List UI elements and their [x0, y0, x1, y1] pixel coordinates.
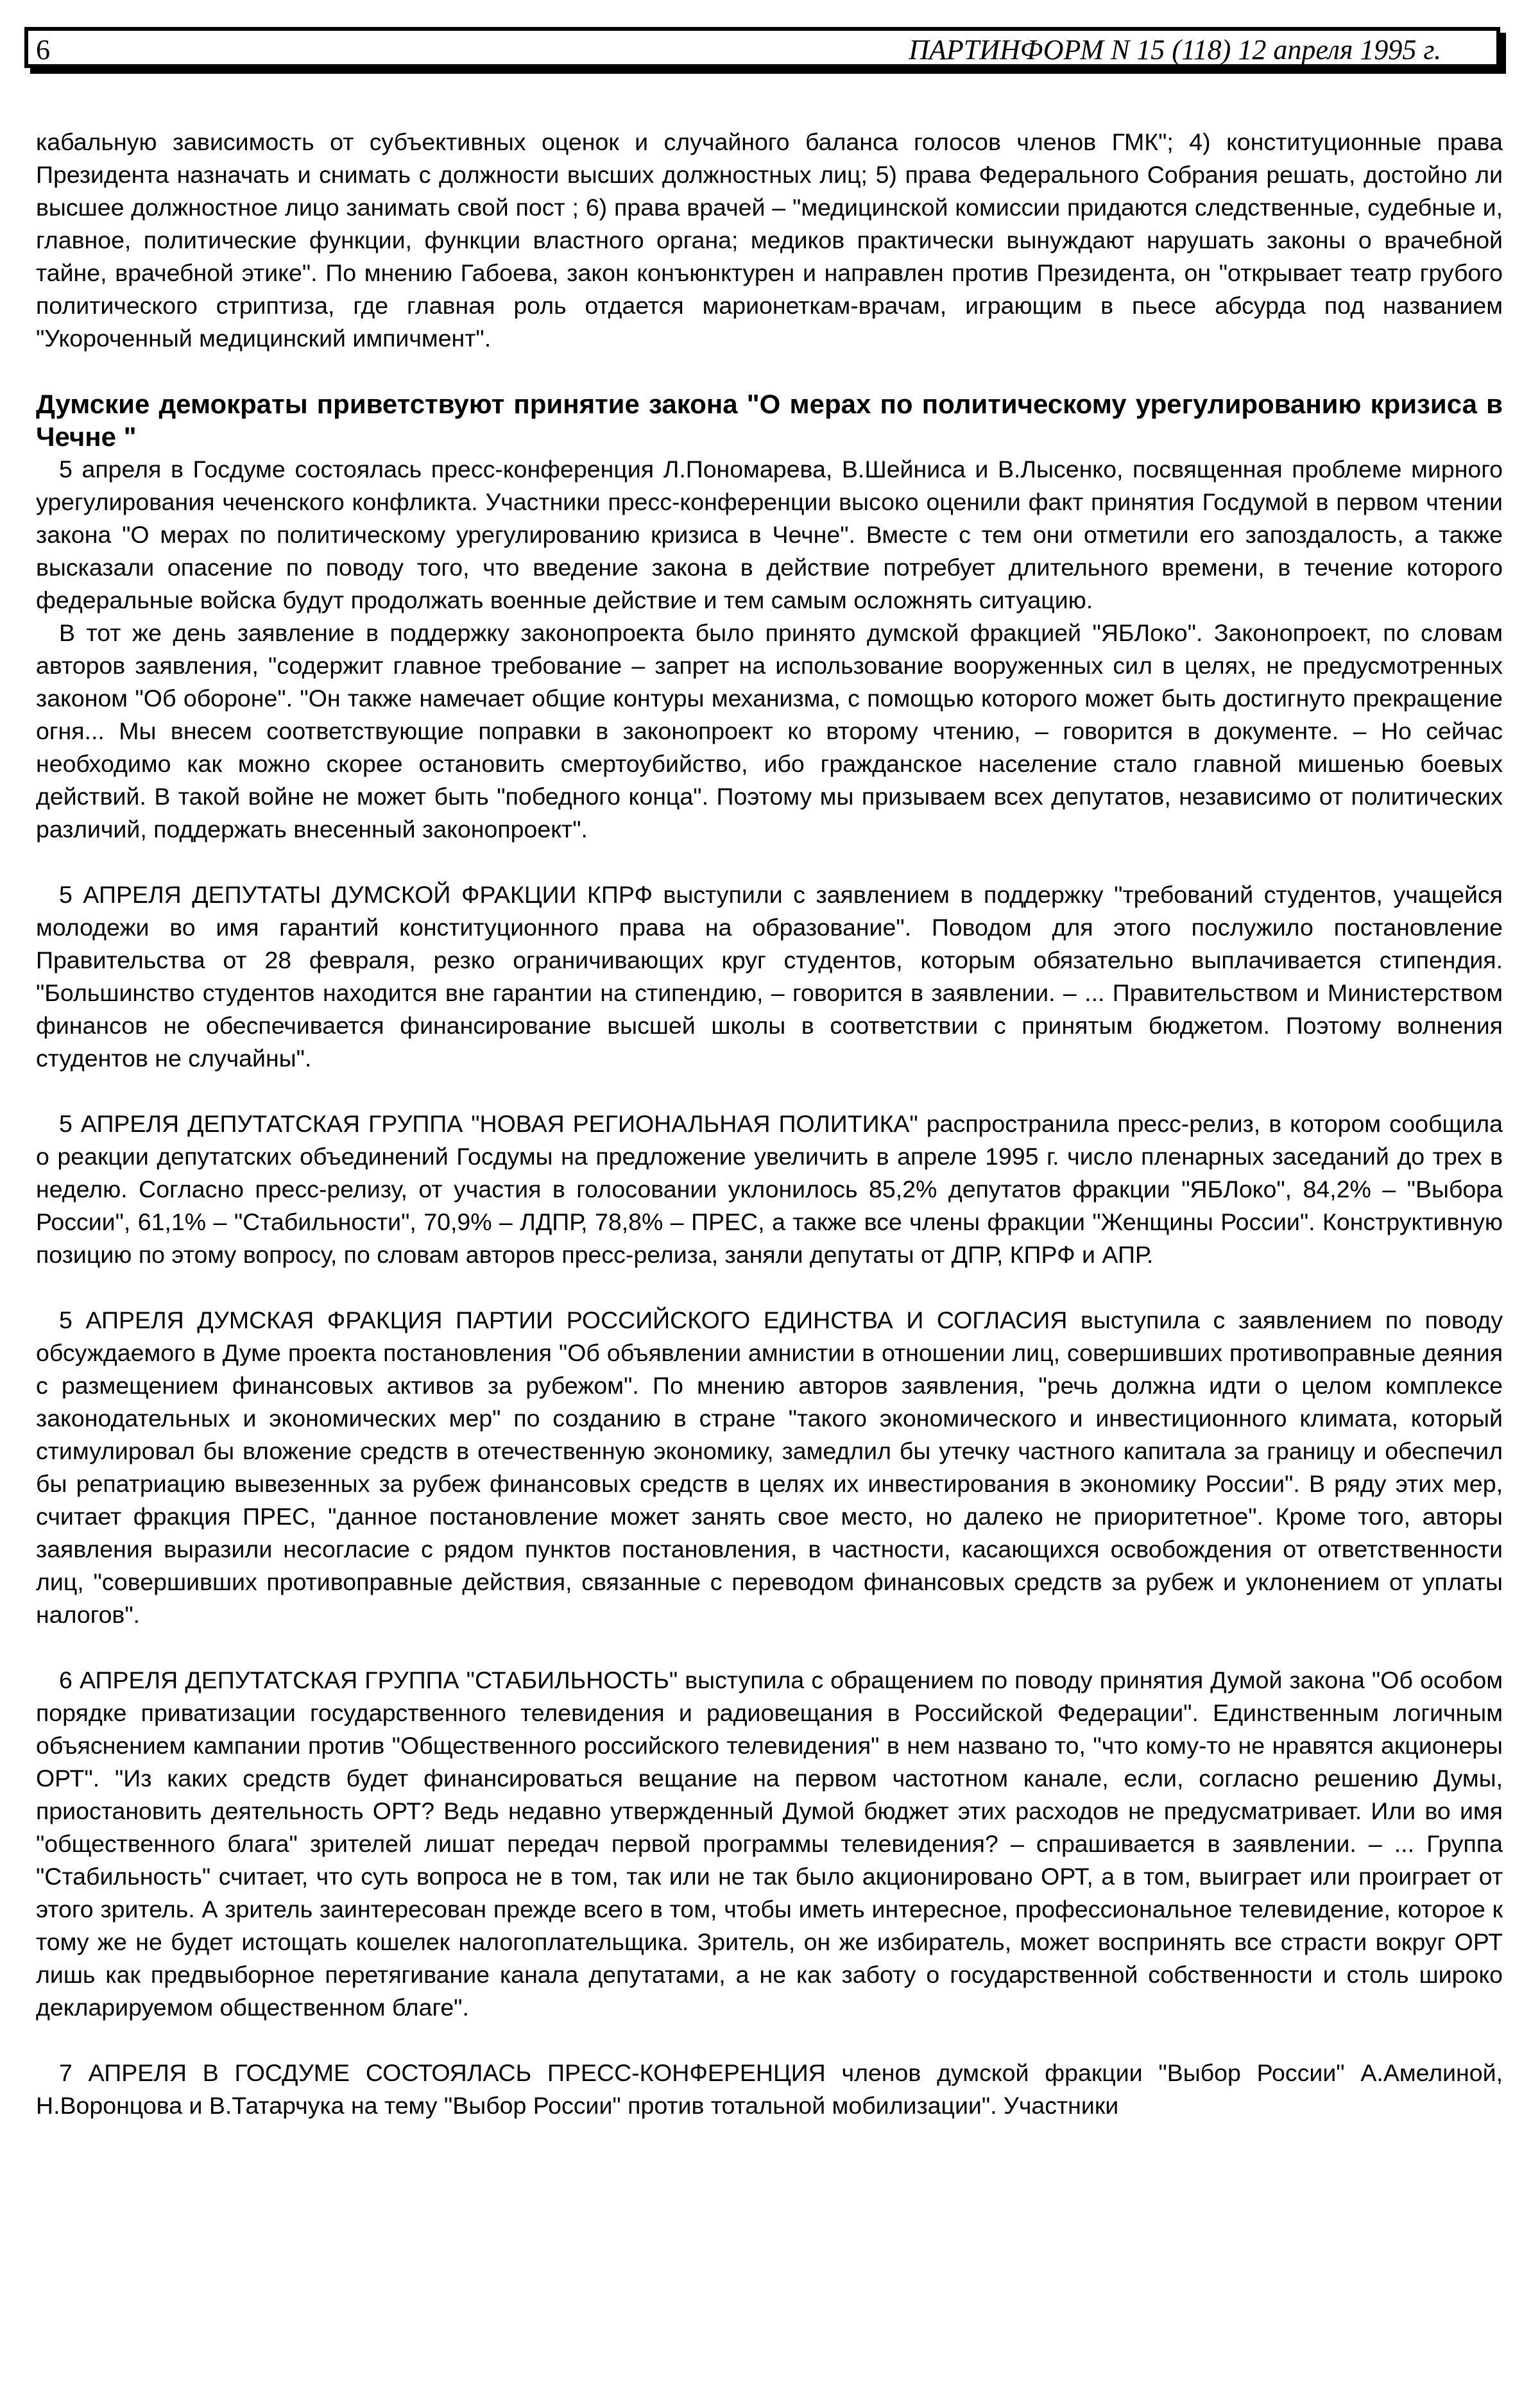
paragraph-continued: кабальную зависимость от субъективных оценок и случайного баланса голосов членов ГМК"; 4) конституционные права Президента назначать и снимать с должности высших должностных лиц; 5) права Федерального Собрания решать, достойно ли высшее должностное лицо занимать свой пост ; 6) права врачей – "медицинской комиссии придаются следственные, судебные и, главное, политические функции, функции властного органа; медиков практически вынуждают нарушать законы о врачебной тайне, врачебной этике". По мнению Габоева, закон конъюнктурен и направлен против Президента, он "открывает театр грубого политического стриптиза, где главная роль отдается марионеткам-врачам, играющим в пьесе абсурда под названием "Укороченный медицинский импичмент".	[36, 128, 1503, 352]
paragraph: 6 АПРЕЛЯ ДЕПУТАТСКАЯ ГРУППА "СТАБИЛЬНОСТЬ" выступила с обращением по поводу принятия Думой закона "Об особом порядке приватизации государственного телевидения и радиовещания в Российской Федерации". Единственным логичным объяснением кампании против "Общественного российского телевидения" в нем названо то, "что кому-то не нравятся акционеры ОРТ". "Из каких средств будет финансироваться вещание на первом частотном канале, если, согласно решению Думы, приостановить деятельность ОРТ? Ведь недавно утвержденный Думой бюджет этих расходов не предусматривает. Или во имя "общественного блага" зрителей лишат передач первой программы телевидения? – спрашивается в заявлении. – ... Группа "Стабильность" считает, что суть вопроса не в том, так или не так было акционировано ОРТ, а в том, выиграет или проиграет от этого зритель. А зритель заинтересован прежде всего в том, чтобы иметь интересное, профессиональное телевидение, которое к тому же не будет истощать кошелек налогоплательщика. Зритель, он же избиратель, может воспринять все страсти вокруг ОРТ лишь как предвыборное перетягивание канала депутатами, а не как заботу о государственной собственности и столь широко декларируемом общественном благе".	[36, 1667, 1503, 2021]
page-header	[24, 27, 1500, 68]
paragraph: В тот же день заявление в поддержку законопроекта было принято думской фракцией "ЯБЛоко". Законопроект, по словам авторов заявления, "содержит главное требование – запрет на использование вооруженных сил в целях, не предусмотренных законом "Об обороне". "Он также намечает общие контуры механизма, с помощью которого может быть достигнуто прекращение огня... Мы внесем соответствующие поправки в законопроект ко второму чтению, – говорится в документе. – Но сейчас необходимо как можно скорее остановить смертоубийство, ибо гражданское население стало главной мишенью боевых действий. В такой войне не может быть "победного конца". Поэтому мы призываем всех депутатов, независимо от политических различий, поддержать внесенный законопроект".	[36, 619, 1503, 843]
section-heading: Думские демократы приветствуют принятие закона "О мерах по политическому урегулированию кризиса в Чечне "	[36, 389, 1503, 452]
page-number: 6	[36, 34, 50, 65]
paragraph: 5 АПРЕЛЯ ДЕПУТАТЫ ДУМСКОЙ ФРАКЦИИ КПРФ выступили с заявлением в поддержку "требований студентов, учащейся молодежи во имя гарантий конституционного права на образование". Поводом для этого послужило постановление Правительства от 28 февраля, резко ограничивающих круг студентов, которым обязательно выплачивается стипендия. "Большинство студентов находится вне гарантии на стипендию, – говорится в заявлении. – ... Правительством и Министерством финансов не обеспечивается финансирование высшей школы в соответствии с принятым бюджетом. Поэтому волнения студентов не случайны".	[36, 881, 1503, 1072]
article-body	[36, 126, 1503, 2122]
paragraph: 5 АПРЕЛЯ ДЕПУТАТСКАЯ ГРУППА "НОВАЯ РЕГИОНАЛЬНАЯ ПОЛИТИКА" распространила пресс-релиз, в котором сообщила о реакции депутатских объединений Госдумы на предложение увеличить в апреле 1995 г. число пленарных заседаний до трех в неделю. Согласно пресс-релизу, от участия в голосовании уклонилось 85,2% депутатов фракции "ЯБЛоко", 84,2% – "Выбора России", 61,1% – "Стабильности", 70,9% – ЛДПР, 78,8% – ПРЕС, а также все члены фракции "Женщины России". Конструктивную позицию по этому вопросу, по словам авторов пресс-релиза, заняли депутаты от ДПР, КПРФ и АПР.	[36, 1110, 1503, 1268]
paragraph: 5 апреля в Госдуме состоялась пресс-конференция Л.Пономарева, В.Шейниса и В.Лысенко, посвященная проблеме мирного урегулирования чеченского конфликта. Участники пресс-конференции высоко оценили факт принятия Госдумой в первом чтении закона "О мерах по политическому урегулированию кризиса в Чечне". Вместе с тем они отметили его запоздалость, а также высказали опасение по поводу того, что введение закона в действие потребует длительного времени, в течение которого федеральные войска будут продолжать военные действие и тем самым осложнять ситуацию.	[36, 456, 1503, 613]
issue-title: ПАРТИНФОРМ N 15 (118) 12 апреля 1995 г.	[909, 34, 1441, 65]
paragraph: 5 АПРЕЛЯ ДУМСКАЯ ФРАКЦИЯ ПАРТИИ РОССИЙСКОГО ЕДИНСТВА И СОГЛАСИЯ выступила с заявлением по поводу обсуждаемого в Думе проекта постановления "Об объявлении амнистии в отношении лиц, совершивших противоправные деяния с размещением финансовых активов за рубежом". По мнению авторов заявления, "речь должна идти о целом комплексе законодательных и экономических мер" по созданию в стране "такого экономического и инвестиционного климата, который стимулировал бы вложение средств в отечественную экономику, замедлил бы утечку частного капитала за границу и обеспечил бы репатриацию вывезенных за рубеж финансовых средств в целях их инвестирования в экономику России". В ряду этих мер, считает фракция ПРЕС, "данное постановление может занять свое место, но далеко не приоритетное". Кроме того, авторы заявления выразили несогласие с рядом пунктов постановления, в частности, касающихся освобождения от ответственности лиц, "совершивших противоправные действия, связанные с переводом финансовых средств за рубеж и уклонением от уплаты налогов".	[36, 1307, 1503, 1628]
paragraph: 7 АПРЕЛЯ В ГОСДУМЕ СОСТОЯЛАСЬ ПРЕСС-КОНФЕРЕНЦИЯ членов думской фракции "Выбор России" А.Амелиной, Н.Воронцова и В.Татарчука на тему "Выбор России" против тотальной мобилизации". Участники	[36, 2059, 1503, 2119]
